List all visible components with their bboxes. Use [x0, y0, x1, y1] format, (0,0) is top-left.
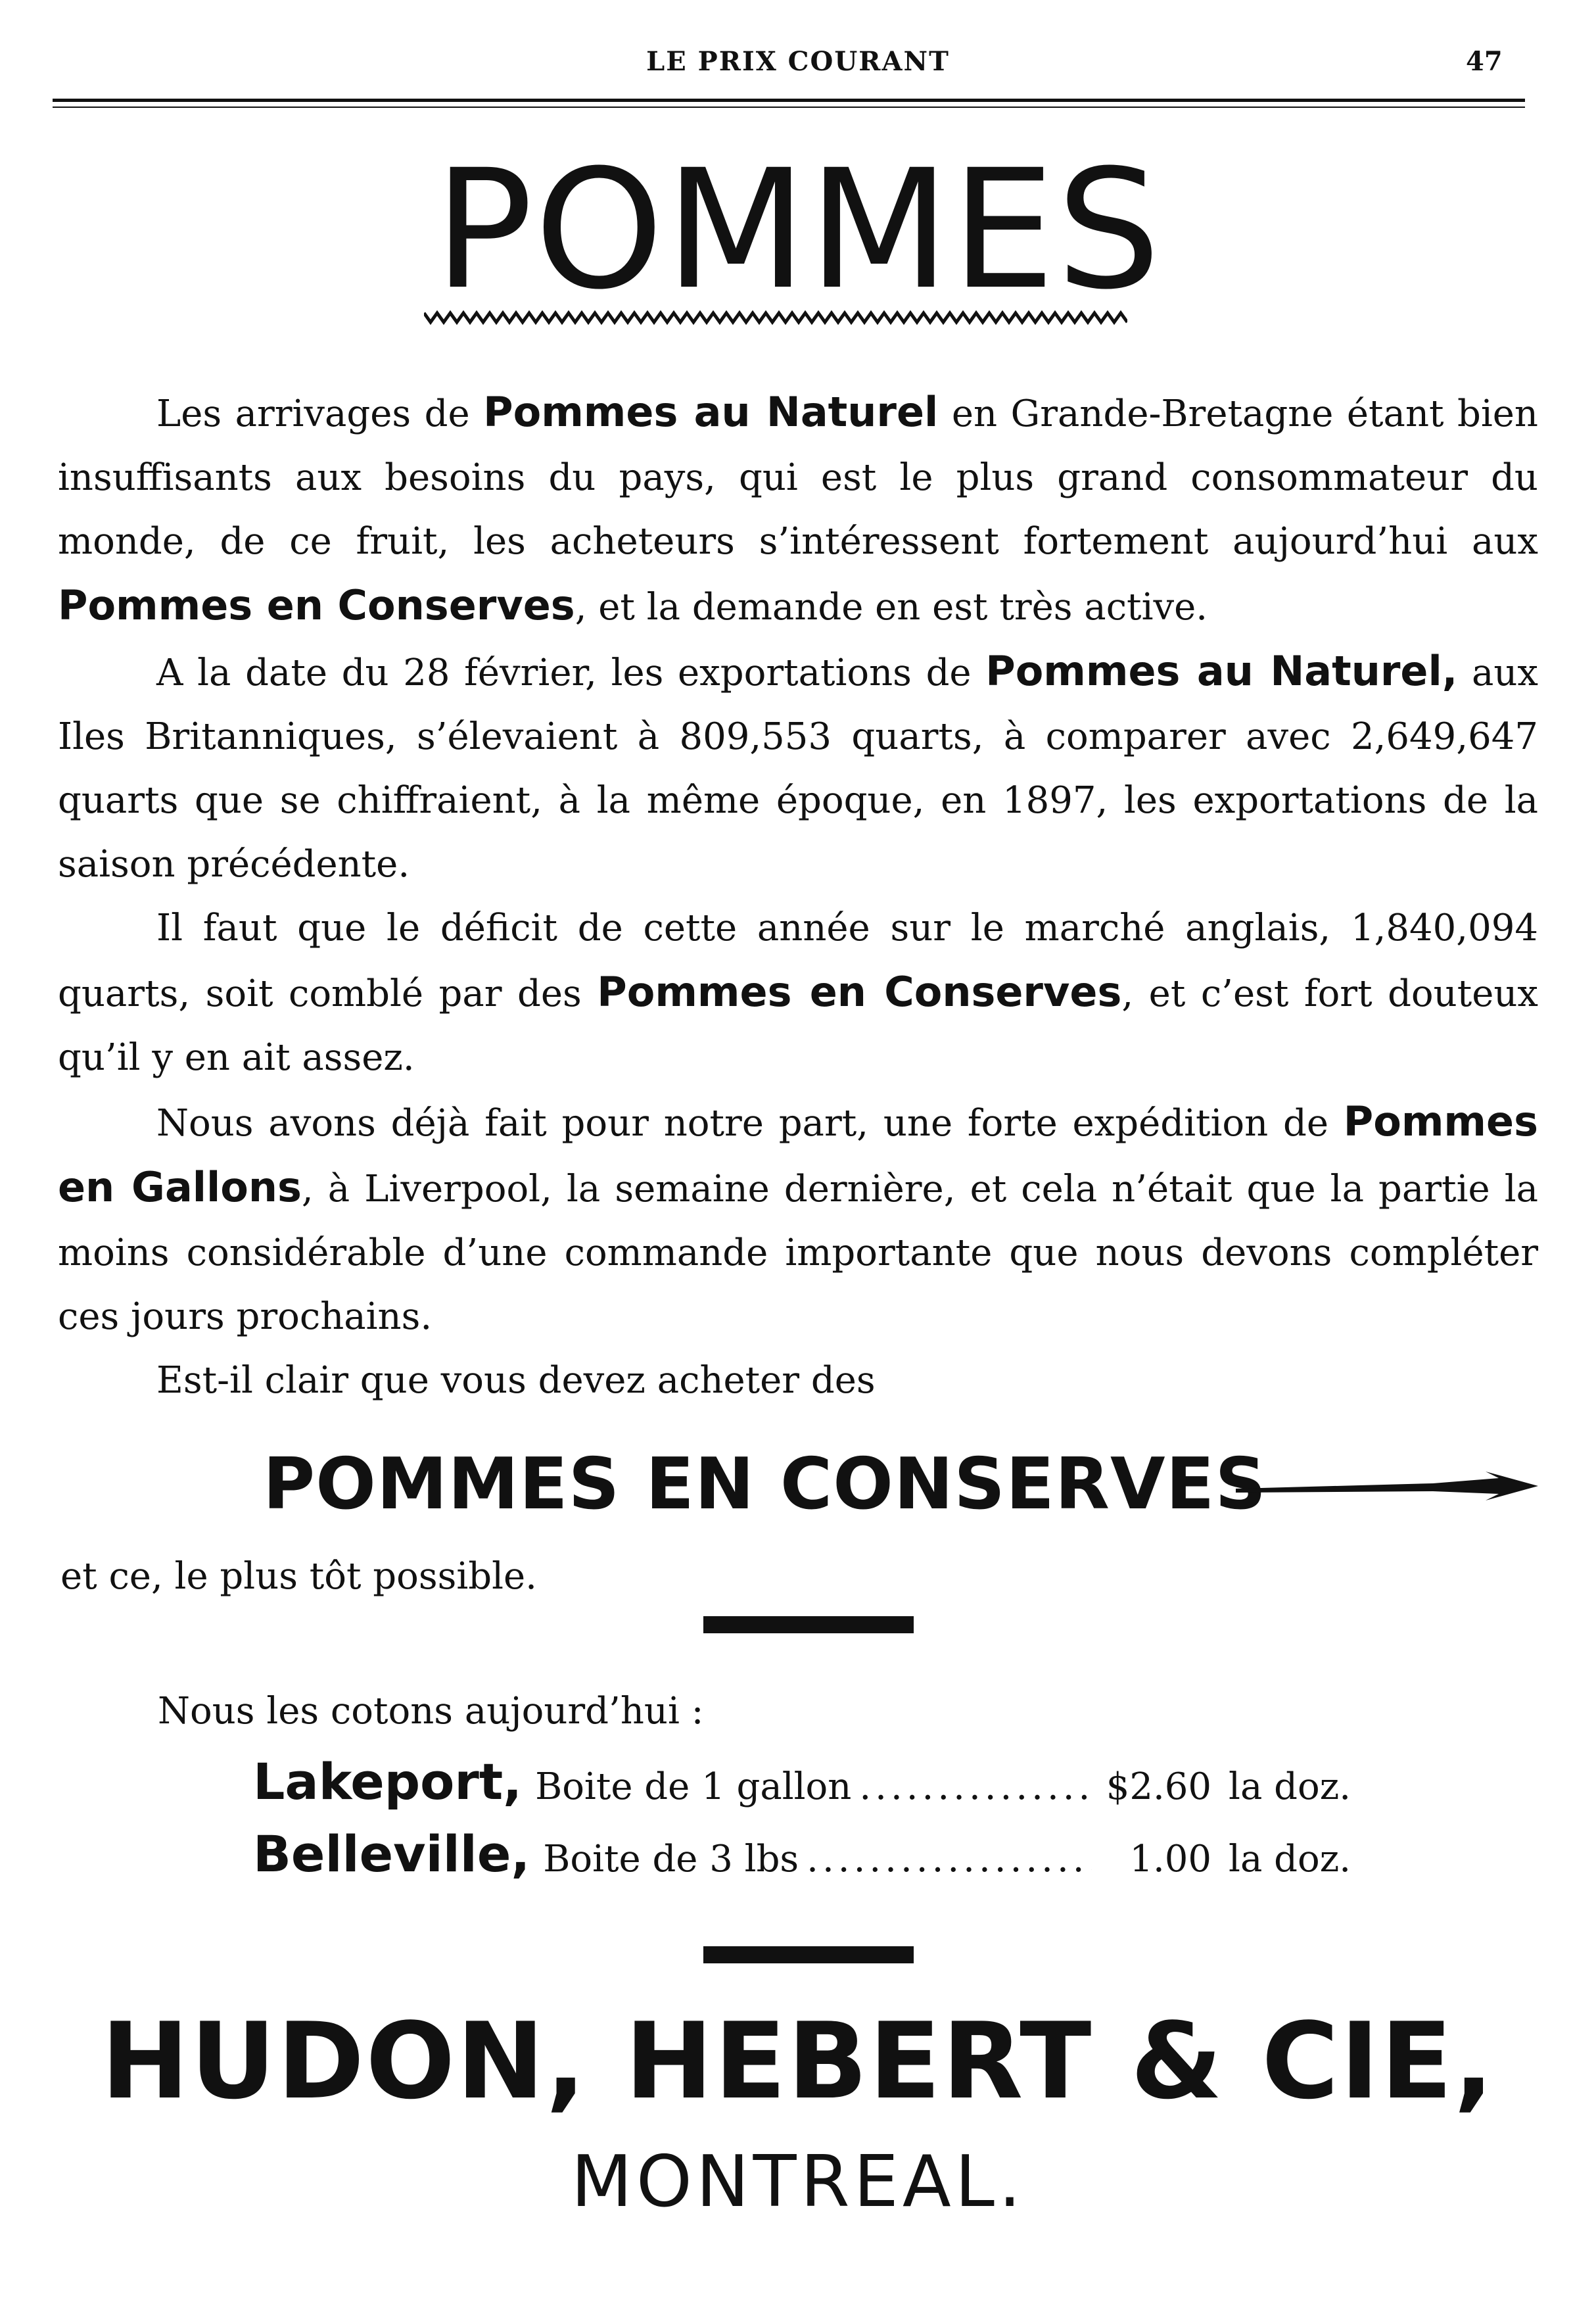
leader-dots [859, 1765, 1092, 1808]
squiggle-rule [424, 308, 1127, 327]
brand-name: Lakeport, [253, 1752, 523, 1811]
emphasis: Pommes en Gallons [58, 1097, 1538, 1211]
emphasis: Pommes en Conserves [58, 581, 575, 629]
divider-bar [703, 1946, 914, 1963]
price-row [253, 1825, 1351, 1890]
product-description: Boite de 3 lbs [543, 1838, 799, 1881]
paragraph-5: Est-il clair que vous devez acheter des [156, 1359, 876, 1402]
running-title: LE PRIX COURANT [646, 46, 950, 77]
arrow-icon [1236, 1466, 1538, 1506]
leader-dots [807, 1838, 1092, 1881]
text-run: Les arrivages de [156, 393, 484, 435]
text-run: Nous avons déjà fait pour notre part, une forte expédition de [156, 1102, 1344, 1145]
text-run: , et la demande en est très active. [575, 586, 1208, 629]
article-body [58, 380, 1538, 1412]
text-run: , à Liverpool, la semaine dernière, et cela n’était que la partie la moins considérable d’une commande importante que nous devons compléter ces jours prochains. [58, 1168, 1538, 1338]
quote-intro: Nous les cotons aujourd’hui : [158, 1690, 704, 1733]
price: 1.00 [1129, 1838, 1212, 1881]
after-callout-text: et ce, le plus tôt possible. [60, 1555, 537, 1598]
header-rule [53, 99, 1525, 102]
brand-name: Belleville, [253, 1825, 530, 1883]
paragraph-3 [58, 896, 1538, 1090]
paragraph-1 [58, 380, 1538, 639]
emphasis: Pommes au Naturel, [985, 647, 1458, 695]
text-run: en Grande-Bretagne étant bien insuffisants aux besoins du pays, qui est le plus grand consommateur du monde, de ce fruit, les acheteurs s’intéressent fortement aujourd’hui aux [58, 393, 1538, 563]
divider-bar [703, 1616, 914, 1633]
product-description: Boite de 1 gallon [535, 1765, 852, 1808]
paragraph-4 [58, 1090, 1538, 1349]
text-run: aux Iles Britanniques, s’élevaient à 809,553 quarts, à comparer avec 2,649,647 quarts que se chiffraient, à la même époque, en 1897, les exportations de la saison précédente. [58, 652, 1538, 886]
company-city: MONTREAL. [571, 2141, 1025, 2223]
emphasis: Pommes en Conserves [597, 968, 1122, 1016]
paragraph-2 [58, 639, 1538, 896]
header-rule-thin [53, 107, 1525, 108]
text-run: Il faut que le déficit de cette année sur le marché anglais, 1,840,094 quarts, soit comblé par des [58, 907, 1538, 1015]
price-unit: la doz. [1229, 1765, 1351, 1808]
headline: POMMES [434, 134, 1162, 325]
text-run: A la date du 28 février, les exportations de [156, 652, 986, 694]
callout-heading: POMMES EN CONSERVES [263, 1443, 1267, 1525]
price: $2.60 [1106, 1765, 1212, 1808]
page-number: 47 [1466, 46, 1503, 77]
price-row [253, 1752, 1351, 1818]
company-name: HUDON, HEBERT & CIE, [101, 2000, 1495, 2122]
emphasis: Pommes au Naturel [483, 388, 939, 436]
text-run: , et c’est fort douteux qu’il y en ait assez. [58, 972, 1538, 1079]
price-unit: la doz. [1229, 1838, 1351, 1881]
